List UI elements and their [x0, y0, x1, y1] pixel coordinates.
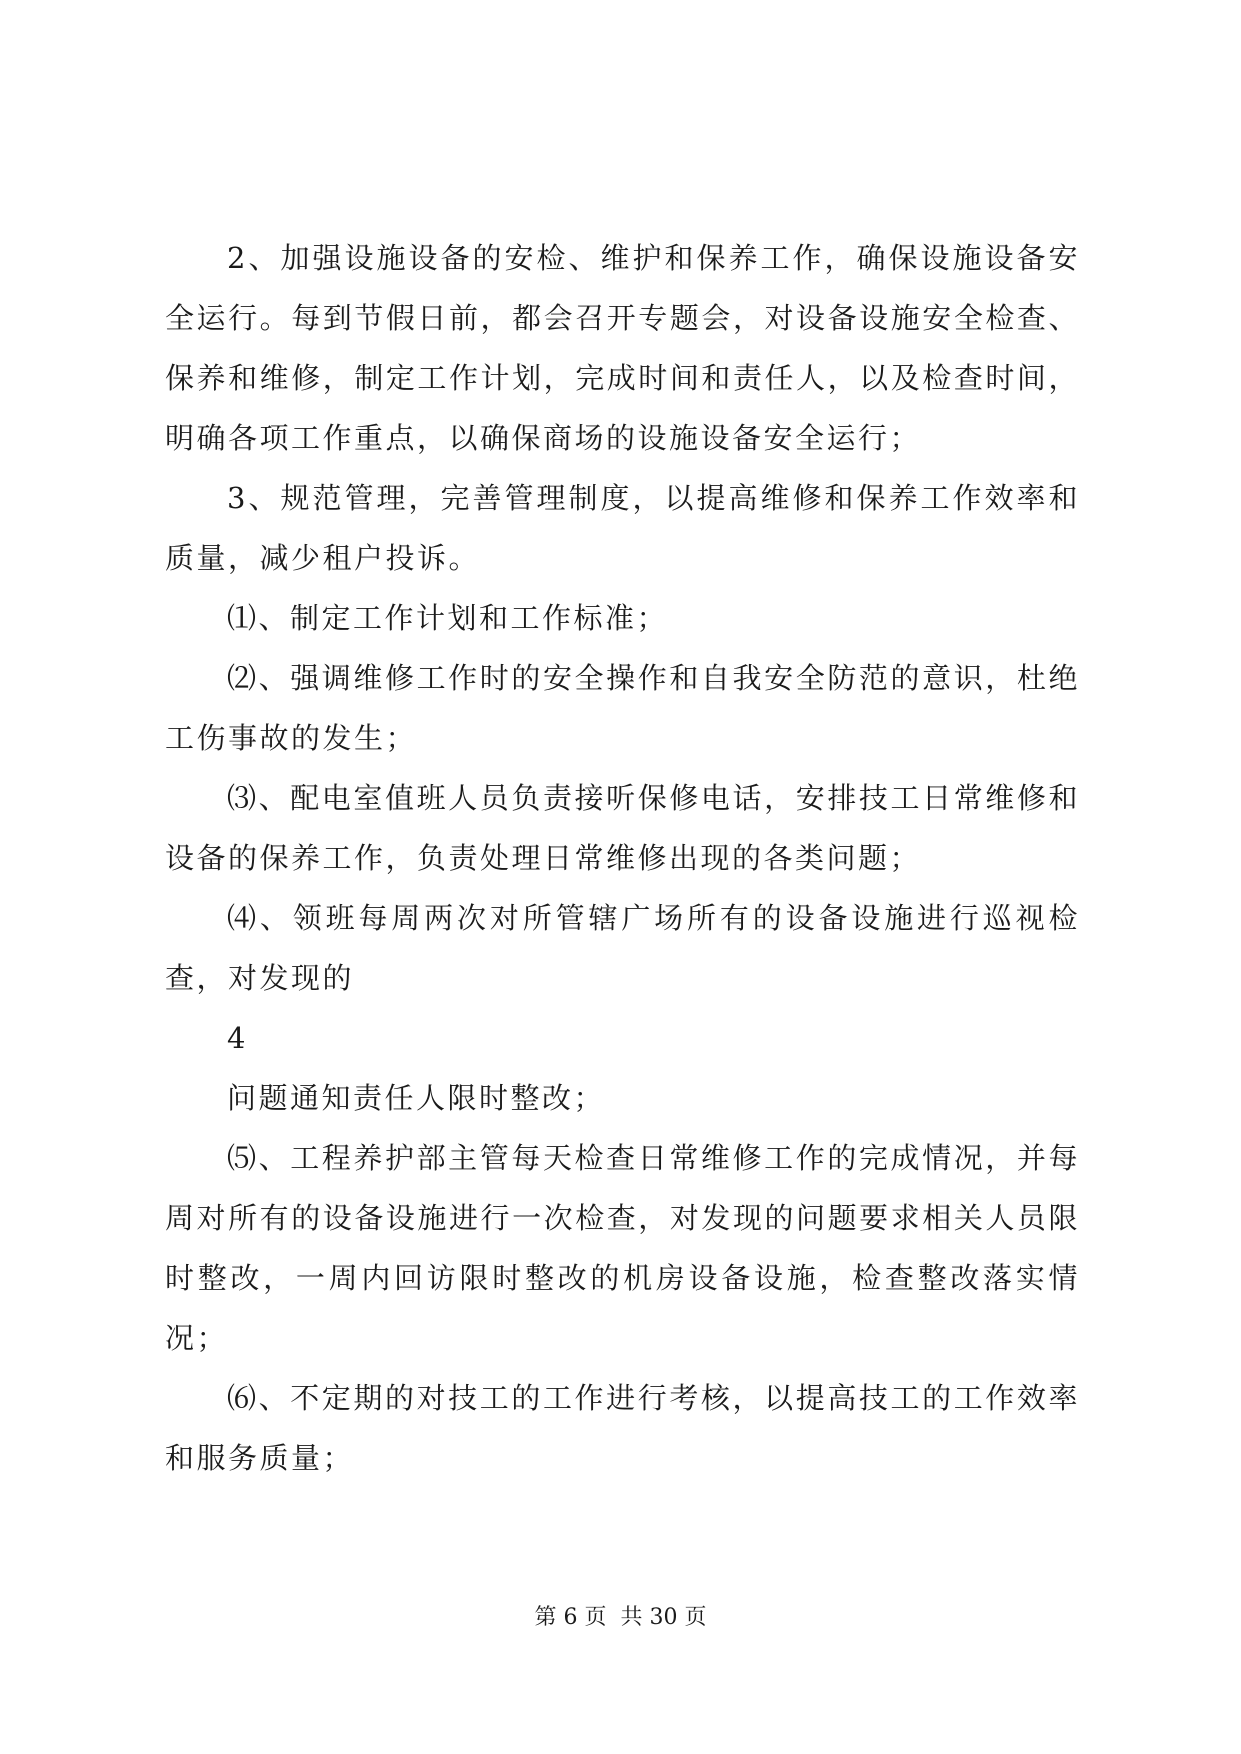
paragraph-item-1: ⑴、制定工作计划和工作标准； [227, 601, 669, 635]
paragraph-item-2: ⑵、强调维修工作时的安全操作和自我安全防范的意识，杜绝工伤事故的发生； [165, 661, 1080, 755]
paragraph-item-5: ⑸、工程养护部主管每天检查日常维修工作的完成情况，并每周对所有的设备设施进行一次检查，对发现的问题要求相关人员限时整改，一周内回访限时整改的机房设备设施，检查整改落实情况； [165, 1141, 1080, 1355]
paragraph-item-6: ⑹、不定期的对技工的工作进行考核，以提高技工的工作效率和服务质量； [165, 1381, 1080, 1475]
document-body [165, 228, 1080, 1488]
paragraph-item-4-continued: 问题通知责任人限时整改； [227, 1081, 606, 1115]
page-footer [0, 1600, 1241, 1631]
paragraph-item-3: ⑶、配电室值班人员负责接听保修电话，安排技工日常维修和设备的保养工作，负责处理日常维修出现的各类问题； [165, 781, 1080, 875]
stray-number: 4 [227, 1021, 248, 1055]
page-number-label: 第 6 页 共 30 页 [534, 1605, 707, 1630]
paragraph-item-4: ⑷、领班每周两次对所管辖广场所有的设备设施进行巡视检查，对发现的 [165, 901, 1080, 995]
paragraph-standardize-management: 3、规范管理，完善管理制度，以提高维修和保养工作效率和质量，减少租户投诉。 [165, 481, 1080, 575]
paragraph-facility-maintenance: 2、加强设施设备的安检、维护和保养工作，确保设施设备安全运行。每到节假日前，都会召开专题会，对设备设施安全检查、保养和维修，制定工作计划，完成时间和责任人，以及检查时间，明确各项工作重点，以确保商场的设施设备安全运行； [165, 241, 1080, 455]
